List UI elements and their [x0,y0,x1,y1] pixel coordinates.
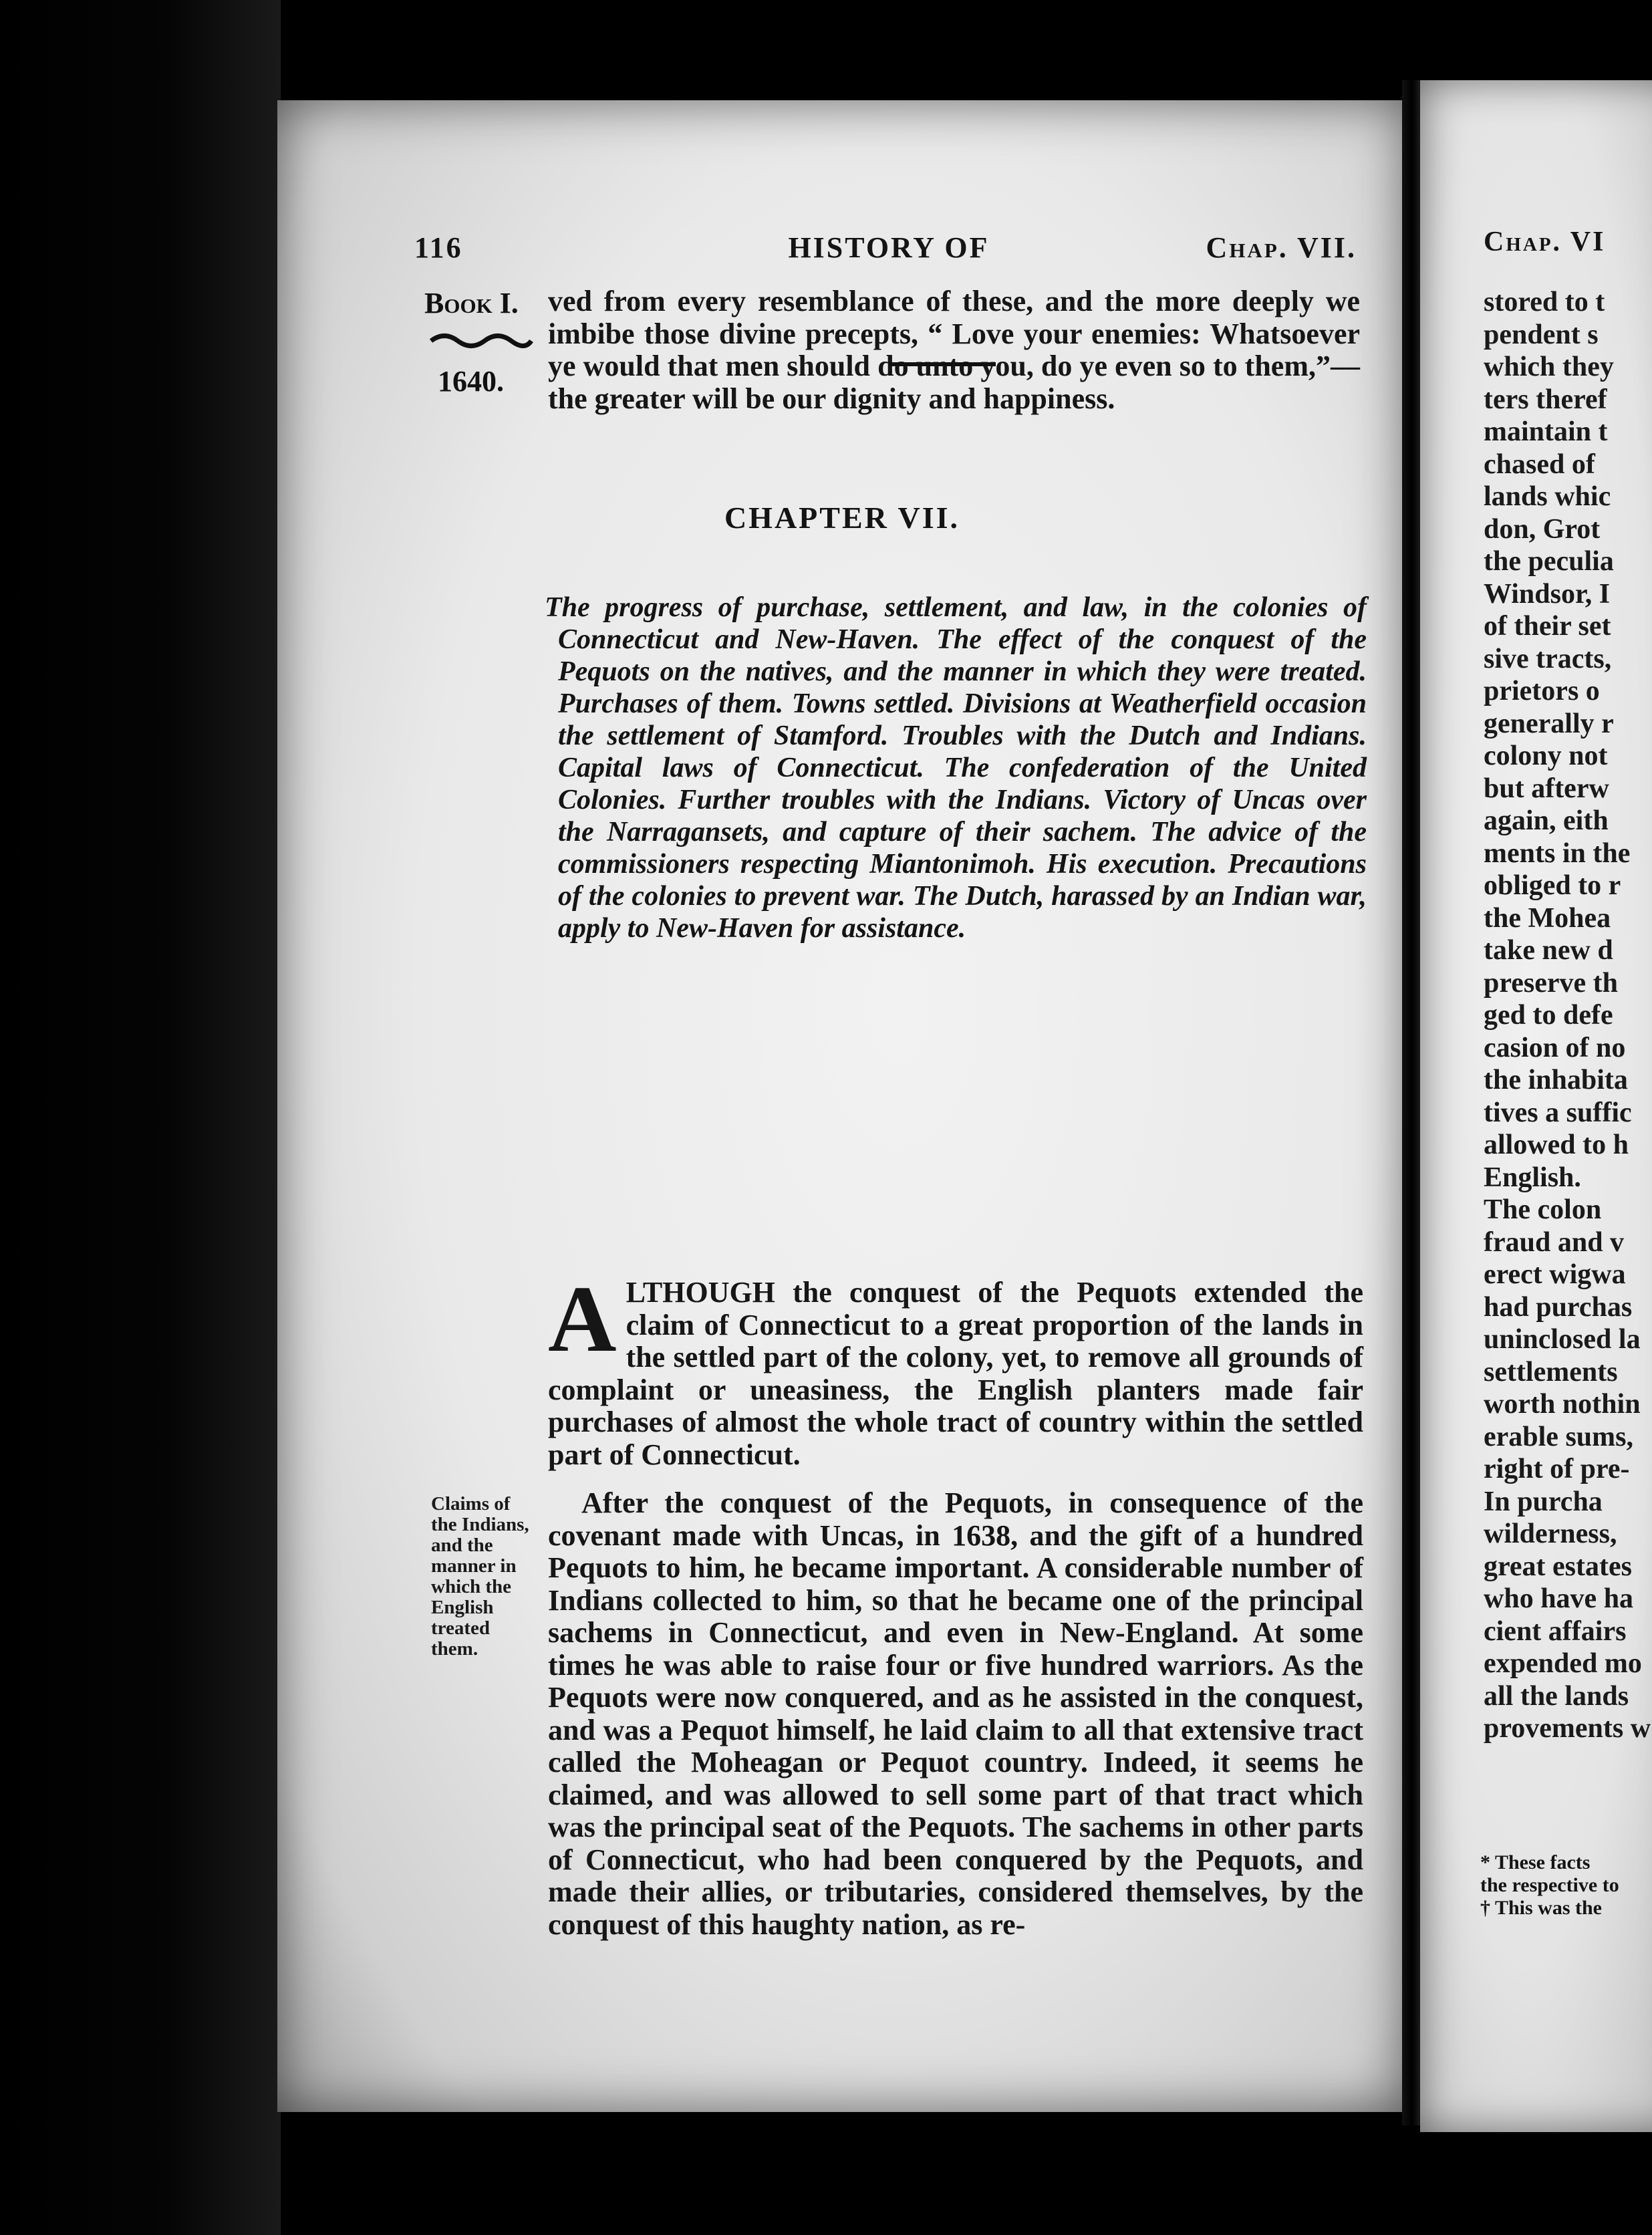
facing-page-line: cient affairs [1484,1615,1627,1647]
facing-page-footnote: the respective to [1480,1874,1619,1896]
margin-note-claims: Claims of the Indians, and the manner in which the English treated them. [431,1493,529,1660]
facing-page-line: provements w [1484,1713,1651,1744]
facing-page-line: lands whic [1484,481,1611,512]
intro-paragraph: ved from every resemblance of these, and the more deeply we imbibe those divine precepts, “ Love your enemies: Whatsoever ye would that men should do unto you, do ye even so to them,”—the greater will be our dignity and happiness. [548,285,1360,415]
facing-page-line: generally r [1484,708,1614,739]
facing-page-line: erect wigwa [1484,1259,1626,1290]
facing-page-line: all the lands [1484,1680,1629,1712]
running-header [414,231,1363,277]
facing-page-line: In purcha [1484,1486,1603,1517]
facing-page-line: ters theref [1484,384,1607,415]
facing-page-line: English. [1484,1162,1581,1193]
paragraph-2: After the conquest of the Pequots, in consequence of the covenant made with Uncas, in 1638, and the gift of a hundred Pequots to him, he became important. A considerable number of Indians collected to him, so that he became one of the principal sachems in Connecticut, and even in New-England. At some times he was able to raise four or five hundred warriors. As the Pequots were now conquered, and as he assisted in the conquest, and was a Pequot himself, he laid claim to all that extensive tract called the Moheagan or Pequot country. Indeed, it seems he claimed, and was allowed to sell some part of that tract which was the principal seat of the Pequots. The sachems in other parts of Connecticut, who had been conquered by the Pequots, and made their allies, or tributaries, considered themselves, by the conquest of this haughty nation, as re- [548,1486,1363,1941]
facing-page-line: pendent s [1484,319,1599,350]
facing-page-line: allowed to h [1484,1130,1629,1160]
facing-page-footnotes [1480,1851,1652,1920]
facing-page-line: ments in the [1484,837,1631,869]
facing-page-line: chased of [1484,448,1595,480]
left-page [277,100,1407,2112]
facing-page-line: right of pre- [1484,1454,1630,1484]
facing-page-line: had purchas [1484,1291,1633,1323]
paragraph-1-text: LTHOUGH the conquest of the Pequots extended the claim of Connecticut to a great proportion of the lands in the settled part of the colony, yet, to remove all grounds of complaint or uneasiness, the English planters made fair purchases of almost the whole tract of country within the settled part of Connecticut. [548,1276,1363,1471]
facing-page-line: prietors o [1484,676,1600,706]
facing-page-line: don, Grot [1484,513,1601,545]
facing-page-line: again, eith [1484,805,1609,836]
chapter-summary: The progress of purchase, settlement, and law, in the colonies of Connecticut and New-Haven. The effect of the conquest of the Pequots on the natives, and the manner in which they were treated. Purchases of them. Towns settled. Divisions at Weatherfield occasion the settlement of Stamford. Troubles with the Dutch and Indians. Capital laws of Connecticut. The confederation of the United Colonies. Further troubles with the Indians. Victory of Uncas over the Narragansets, and capture of their sachem. The advice of the commissioners respecting Miantonimoh. His execution. Precautions of the colonies to prevent war. The Dutch, harassed by an Indian war, apply to New-Haven for assistance. [545,592,1367,944]
facing-page-line: maintain t [1484,416,1608,447]
chapter-heading: CHAPTER VII. [724,501,960,535]
facing-page-line: obliged to r [1484,870,1621,901]
drop-cap: A [548,1266,617,1371]
facing-page-text [1484,286,1652,1745]
facing-page-line: wilderness, [1484,1519,1617,1549]
page-gutter [1402,80,1422,2125]
book-spine-shadow [0,0,281,2235]
running-title: HISTORY OF [788,231,990,264]
facing-page-line: The colon [1484,1194,1602,1225]
facing-page-line: which they [1484,352,1614,382]
facing-page-line: preserve th [1484,967,1618,999]
facing-page-line: take new d [1484,935,1613,966]
facing-page-line: the peculia [1484,546,1614,577]
section-rule [889,361,996,368]
facing-page-line: who have ha [1484,1583,1634,1614]
facing-page [1420,80,1652,2132]
margin-brace-ornament [428,327,535,354]
facing-page-line: uninclosed la [1484,1324,1641,1355]
facing-page-line: sive tracts, [1484,643,1612,674]
facing-page-line: worth nothin [1484,1389,1641,1420]
facing-page-line: expended mo [1484,1648,1642,1679]
facing-page-line: erable sums, [1484,1421,1633,1452]
facing-page-line: of their set [1484,611,1611,642]
facing-page-line: colony not [1484,741,1608,771]
facing-page-footnote: † This was the [1480,1897,1602,1919]
facing-page-line: casion of no [1484,1032,1626,1063]
facing-page-line: ged to defe [1484,1000,1613,1031]
page-number: 116 [414,231,463,264]
facing-page-footnote: * These facts [1480,1851,1591,1873]
facing-page-header: Chap. VI [1484,227,1606,257]
facing-page-line: great estates [1484,1551,1632,1582]
facing-page-line: fraud and v [1484,1226,1625,1258]
facing-page-line: but afterw [1484,773,1609,804]
header-chapter: Chap. VII. [1206,231,1357,264]
paragraph-1 [548,1266,1363,1471]
facing-page-line: Windsor, I [1484,578,1611,610]
margin-book-label: Book I. [424,287,519,319]
facing-page-line: stored to t [1484,287,1605,317]
margin-year: 1640. [438,365,504,398]
facing-page-line: settlements [1484,1356,1618,1388]
facing-page-line: the Mohea [1484,902,1611,934]
facing-page-line: tives a suffic [1484,1097,1632,1128]
facing-page-line: the inhabita [1484,1065,1628,1095]
